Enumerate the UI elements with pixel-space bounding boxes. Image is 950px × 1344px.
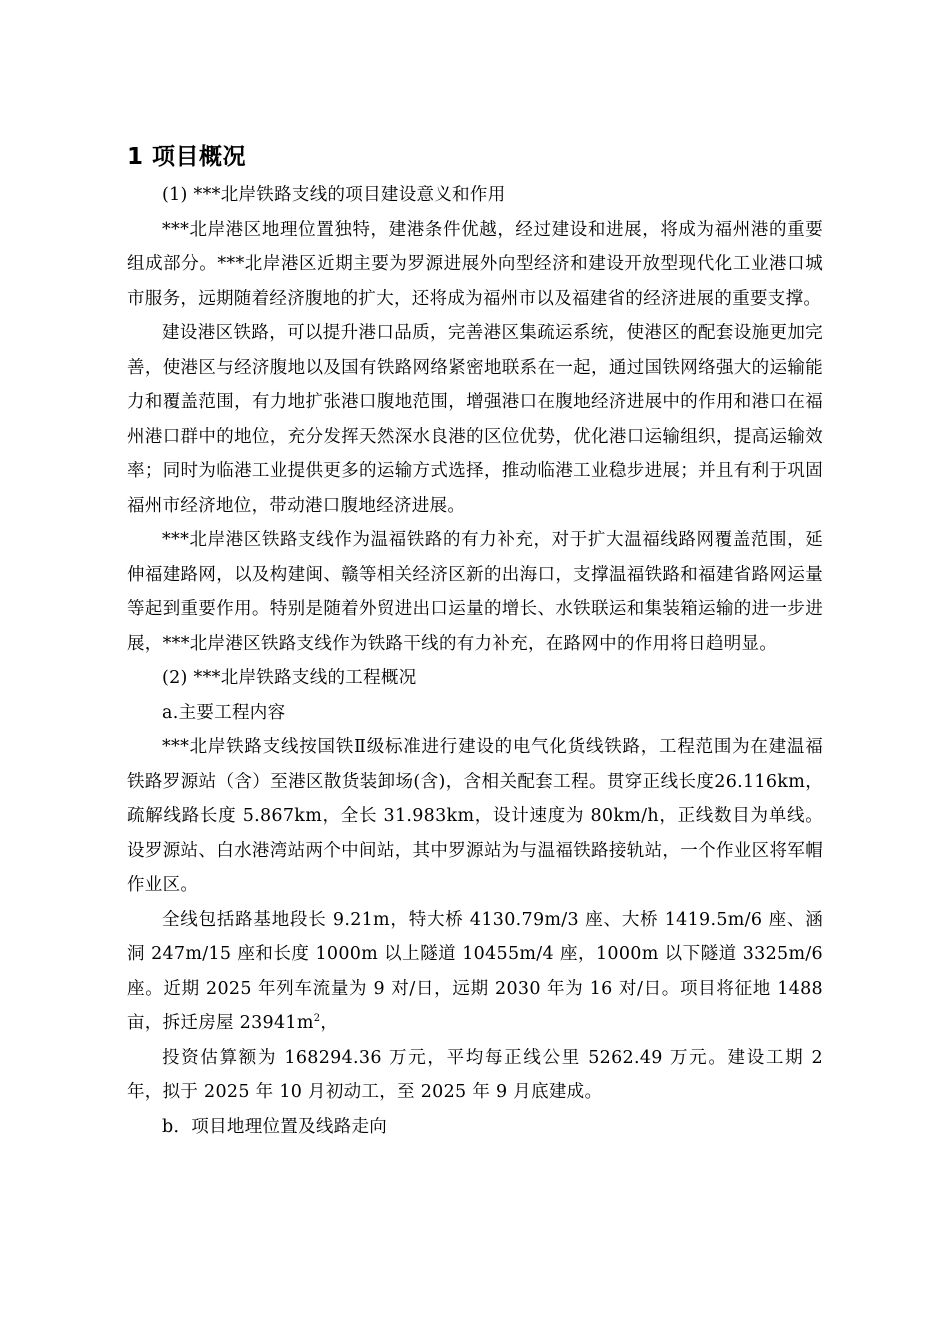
paragraph-branch-line-role: ***北岸港区铁路支线作为温福铁路的有力补充，对于扩大温福线路网覆盖范围，延伸福建路网，以及构建闽、赣等相关经济区新的出海口，支撑温福铁路和福建省路网运量等起到重要作用。特别是随着外贸进出口运量的增长、水铁联运和集装箱运输的进一步进展，***北岸港区铁路支线作为铁路干线的有力补充，在路网中的作用将日趋明显。: [127, 530, 823, 654]
item-title-location-route: b．项目地理位置及线路走向: [162, 1116, 388, 1137]
line-composition-text: 全线包括路基地段长 9.21m，特大桥 4130.79m/3 座、大桥 1419.5m/6 座、涵洞 247m/15 座和长度 1000m 以上隧道 10455m/4 座，1000m 以下隧道 3325m/6 座。近期 2025 年列车流量为 9 对/日，远期 2030 年为 16 对/日。项目将征地 1488 亩，拆迁房屋 23941m: [127, 909, 823, 1033]
area-unit-superscript: 2: [313, 1013, 321, 1025]
item-title-main-works: a.主要工程内容: [162, 702, 286, 723]
area-suffix: ，: [320, 1013, 339, 1033]
paragraph-port-location: ***北岸港区地理位置独特，建港条件优越，经过建设和进展，将成为福州港的重要组成部分。***北岸港区近期主要为罗源进展外向型经济和建设开放型现代化工业港口城市服务，远期随着经济腹地的扩大，还将成为福州市以及福建省的经济进展的重要支撑。: [127, 219, 823, 309]
paragraph-railway-construction: 建设港区铁路，可以提升港口品质，完善港区集疏运系统，使港区的配套设施更加完善，使港区与经济腹地以及国有铁路网络紧密地联系在一起，通过国铁网络强大的运输能力和覆盖范围，有力地扩张港口腹地范围，增强港口在腹地经济进展中的作用和港口在福州港口群中的地位，充分发挥天然深水良港的区位优势，优化港口运输组织，提高运输效率；同时为临港工业提供更多的运输方式选择，推动临港工业稳步进展；并且有利于巩固福州市经济地位，带动港口腹地经济进展。: [127, 323, 823, 516]
subsection-title-significance: (1) ***北岸铁路支线的项目建设意义和作用: [162, 185, 506, 205]
paragraph-investment: 投资估算额为 168294.36 万元，平均每正线公里 5262.49 万元。建设工期 2 年，拟于 2025 年 10 月初动工，至 2025 年 9 月底建成。: [127, 1047, 823, 1102]
document-body: [127, 142, 823, 1144]
paragraph-engineering-scope: ***北岸铁路支线按国铁Ⅱ级标准进行建设的电气化货线铁路，工程范围为在建温福铁路罗源站（含）至港区散货装卸场(含)，含相关配套工程。贯穿正线长度26.116km，疏解线路长度 5.867km，全长 31.983km，设计速度为 80km/h，正线数目为单线。设罗源站、白水港湾站两个中间站，其中罗源站为与温福铁路接轨站，一个作业区将军帽作业区。: [127, 737, 823, 895]
subsection-title-overview: (2) ***北岸铁路支线的工程概况: [162, 668, 417, 688]
section-heading: 1 项目概况: [127, 144, 247, 170]
paragraph-line-composition: [127, 903, 823, 1041]
